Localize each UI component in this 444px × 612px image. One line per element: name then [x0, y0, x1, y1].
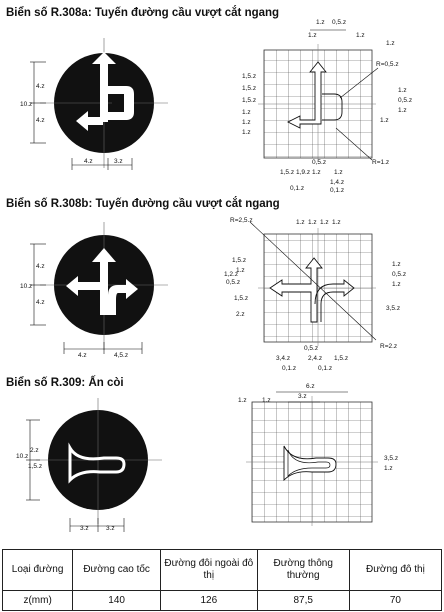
dim-label: 0,5.z — [392, 271, 407, 278]
dim-label: R=1.z — [372, 159, 390, 166]
dim-label: 1.z — [242, 129, 251, 136]
dim-label: 2,4.z — [308, 355, 323, 362]
dim-label: 1.z — [262, 397, 271, 404]
spec-table — [2, 549, 442, 611]
dim-label: 1,5.z — [280, 169, 295, 176]
dim-label: 10.z — [20, 101, 33, 108]
dim-label: 1.z — [384, 465, 393, 472]
grid-r309 — [246, 396, 378, 526]
dim-label: 6.z — [306, 383, 315, 390]
dim-label: 3,4.z — [276, 355, 291, 362]
dim-label: 3,5.z — [384, 455, 399, 462]
table-header-row — [3, 550, 442, 591]
table-header-cell: Đường thông thường — [257, 550, 349, 591]
dim-label: 1.z — [312, 169, 321, 176]
dim-label: 2.z — [236, 311, 245, 318]
dim-label: 0,1.z — [330, 187, 345, 194]
dim-label: 3.z — [114, 158, 123, 165]
dim-label: 1,5.z — [242, 97, 257, 104]
dim-label: 0,5.z — [226, 279, 241, 286]
dim-label: 0,5.z — [312, 159, 327, 166]
dim-label: 0,5.z — [304, 345, 319, 352]
dim-label: 1.z — [398, 107, 407, 114]
table-row — [3, 591, 442, 611]
dim-label: 4.z — [36, 117, 45, 124]
dim-label: 0,1.z — [282, 365, 297, 372]
dim-label: 1.z — [242, 109, 251, 116]
grid-r308b — [250, 222, 376, 346]
dim-label: 1.z — [308, 32, 317, 39]
dim-label: 0,5.z — [332, 19, 347, 26]
dim-label: R=2.z — [380, 343, 398, 350]
dim-label: 1.z — [238, 397, 247, 404]
dim-label: 4.z — [84, 158, 93, 165]
table-cell: 87,5 — [257, 591, 349, 611]
dim-label: 1,5.z — [242, 85, 257, 92]
dim-label: 1.z — [320, 219, 329, 226]
sign-r308b — [40, 222, 168, 350]
section-title-r309: Biển số R.309: Ấn còi — [6, 377, 124, 389]
table-cell: 70 — [349, 591, 441, 611]
sign-r309 — [36, 398, 162, 524]
table-cell: 126 — [161, 591, 258, 611]
dim-label: R=2,5.z — [230, 217, 253, 224]
dim-label: 1.z — [296, 219, 305, 226]
table-header-cell: Đường cao tốc — [73, 550, 161, 591]
dim-label: 1.z — [236, 267, 245, 274]
grid-r308a — [258, 44, 378, 162]
dim-label: 1.z — [392, 281, 401, 288]
dim-label: 10.z — [20, 283, 33, 290]
dim-label: 3,5.z — [386, 305, 401, 312]
dim-label: 1.z — [398, 87, 407, 94]
section-title-r308b: Biển số R.308b: Tuyến đường cầu vượt cắt ngang — [6, 198, 280, 210]
dim-label: 4.z — [36, 83, 45, 90]
dim-label: 1.z — [242, 119, 251, 126]
dim-label: 1.z — [316, 19, 325, 26]
dim-label: 1.z — [334, 169, 343, 176]
dim-label: 0,5.z — [398, 97, 413, 104]
dim-label: 4,5.z — [114, 352, 129, 359]
dim-label: 1.z — [332, 219, 341, 226]
dim-label: 0,1.z — [290, 185, 305, 192]
dim-label: 4.z — [36, 299, 45, 306]
dim-label: 1,4.z — [330, 179, 345, 186]
dim-label: 1.z — [356, 32, 365, 39]
dim-label: 2.z — [30, 447, 39, 454]
table-header-cell: Đường đô thị — [349, 550, 441, 591]
dim-label: 3.z — [80, 525, 89, 532]
sign-r308a — [40, 38, 168, 168]
table-header-cell: Loại đường — [3, 550, 73, 591]
dim-label: 1.z — [380, 117, 389, 124]
table-cell: 140 — [73, 591, 161, 611]
dim-label: 4.z — [36, 263, 45, 270]
section-title-r308a: Biển số R.308a: Tuyến đường cầu vượt cắt ngang — [6, 7, 280, 19]
dim-label: 1.z — [308, 219, 317, 226]
table-row-label: z(mm) — [3, 591, 73, 611]
dim-label: 1,2.z — [224, 271, 239, 278]
dim-label: 1,5.z — [334, 355, 349, 362]
dim-label: 1.z — [386, 40, 395, 47]
dim-label: 10.z — [16, 453, 29, 460]
dim-label: 1.z — [392, 261, 401, 268]
dim-label: 1,5.z — [242, 73, 257, 80]
dim-label: 3.z — [298, 393, 307, 400]
dim-label: 1,5.z — [232, 257, 247, 264]
table-header-cell: Đường đôi ngoài đô thị — [161, 550, 258, 591]
dim-label: 4.z — [78, 352, 87, 359]
dim-label: 1,5.z — [28, 463, 43, 470]
dim-label: 3.z — [106, 525, 115, 532]
dim-label: R=0,5.z — [376, 61, 399, 68]
dim-label: 0,1.z — [318, 365, 333, 372]
dim-label: 1,5.z — [234, 295, 249, 302]
dim-label: 1,9.z — [296, 169, 311, 176]
